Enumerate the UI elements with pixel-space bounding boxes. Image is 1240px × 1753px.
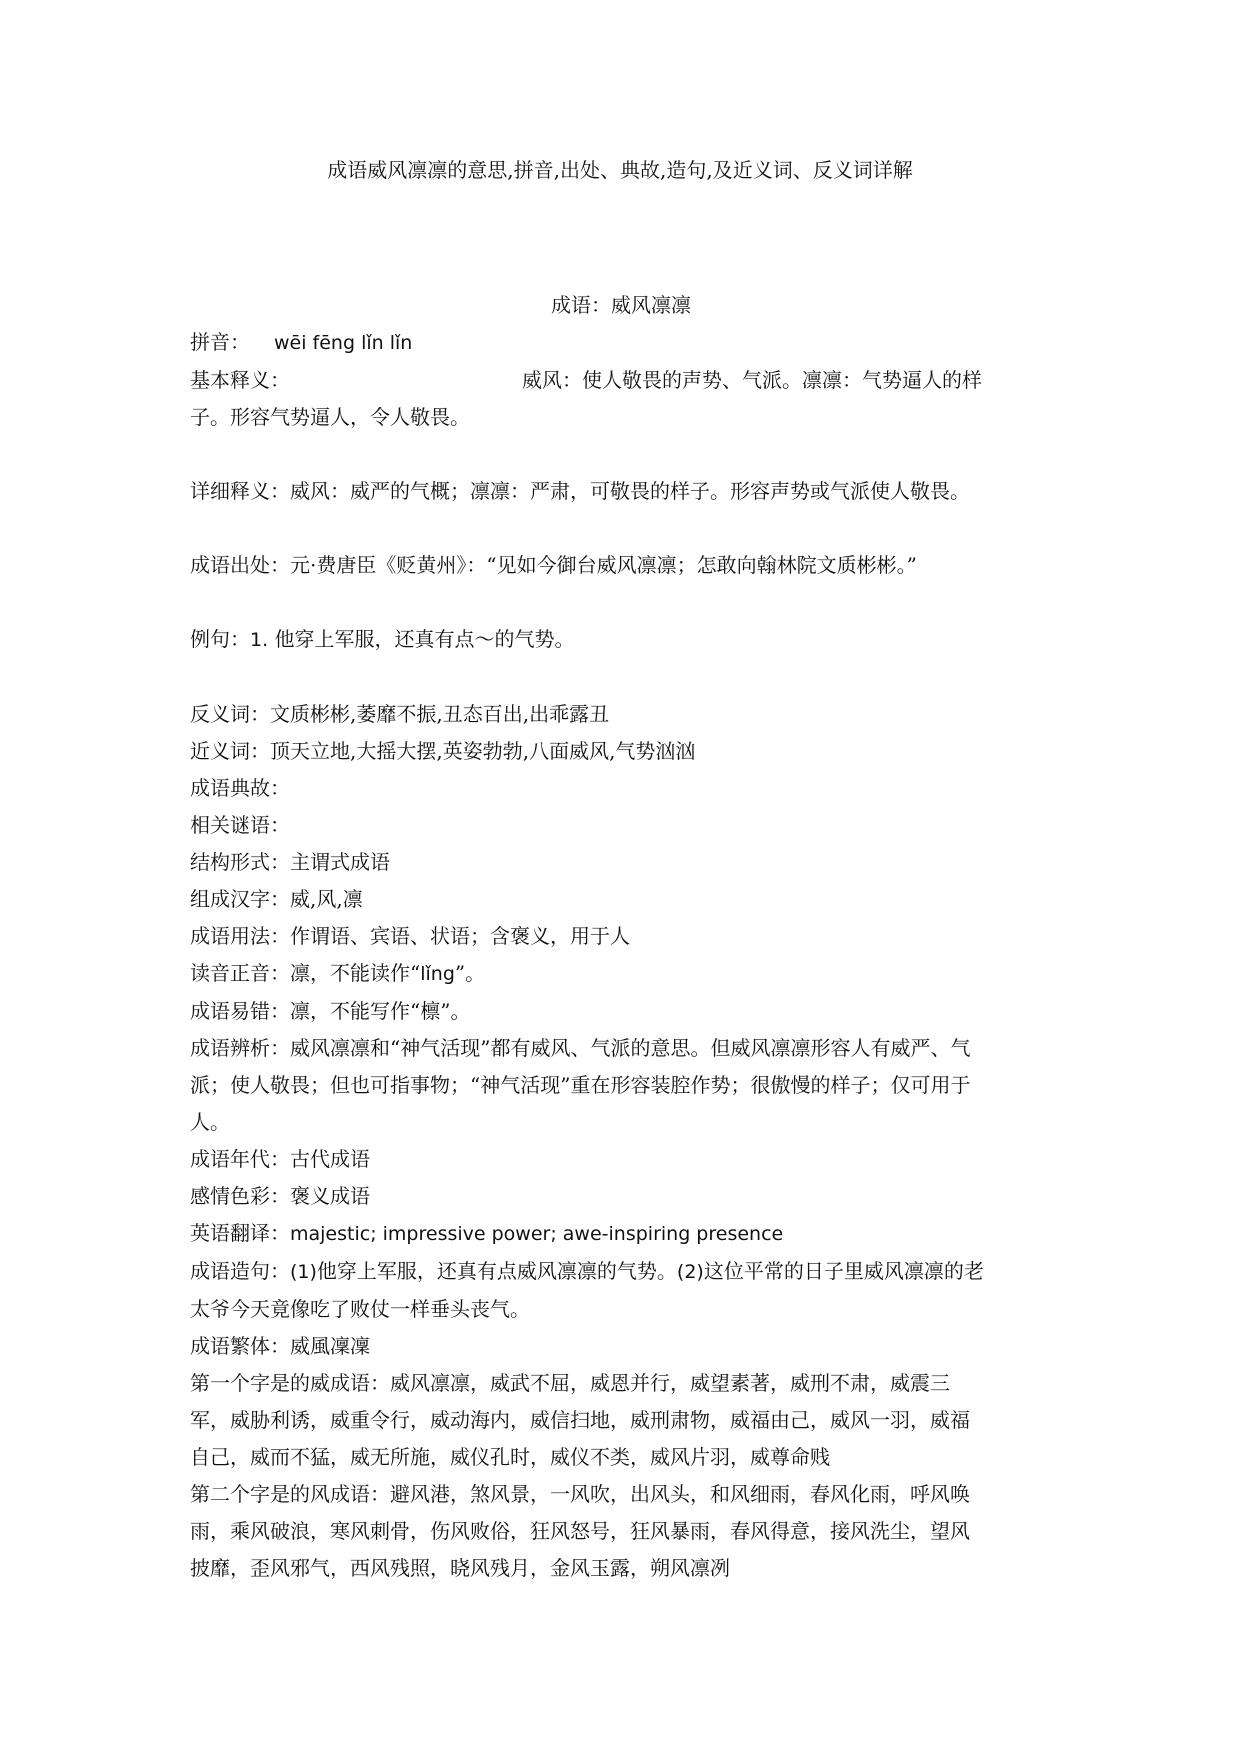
basic-definition-line1 <box>190 362 1052 399</box>
related-riddle: 相关谜语： <box>190 813 290 837</box>
emotional-color: 感情色彩：褒义成语 <box>190 1184 370 1208</box>
basic-definition-label: 基本释义： <box>190 368 290 392</box>
sentences-line2: 太爷今天竟像吃了败仗一样垂头丧气。 <box>190 1297 530 1321</box>
idiom-source: 成语出处：元·费唐臣《贬黄州》：“见如今御台威风凛凛；怎敢向翰林院文质彬彬。” <box>190 553 917 577</box>
first-char-idioms-line3: 自己，威而不猛，威无所施，威仪孔时，威仪不类，威风片羽，威尊命贱 <box>190 1445 830 1469</box>
traditional-form: 成语繁体：威風凜凜 <box>190 1334 370 1358</box>
allusion: 成语典故： <box>190 776 290 800</box>
pronunciation-value: lǐng <box>420 963 455 985</box>
basic-definition-value: 威风：使人敬畏的声势、气派。凛凛：气势逼人的样 <box>522 368 982 392</box>
component-characters: 组成汉字：威,风,凛 <box>190 887 363 911</box>
pinyin-label: 拼音： <box>190 330 250 354</box>
example-sentence <box>190 621 1052 659</box>
spacer <box>190 659 1052 696</box>
spacer <box>190 584 1052 621</box>
synonyms: 近义词：顶天立地,大摇大摆,英姿勃勃,八面威风,气势汹汹 <box>190 739 696 763</box>
first-char-idioms-line1: 第一个字是的威成语：威风凛凛，威武不屈，威恩并行，威望素著，威刑不肃，威震三 <box>190 1371 950 1395</box>
spacer <box>190 510 1052 547</box>
common-mistake: 成语易错：凛，不能写作“檩”。 <box>190 999 471 1023</box>
second-char-idioms-line2: 雨，乘风破浪，寒风刺骨，伤风败俗，狂风怒号，狂风暴雨，春风得意，接风洗尘，望风 <box>190 1519 970 1543</box>
english-label: 英语翻译： <box>190 1221 290 1245</box>
pronunciation-suffix: ”。 <box>454 961 486 985</box>
pinyin-value: wēi fēng lǐn lǐn <box>274 332 413 354</box>
second-char-idioms-line3: 披靡，歪风邪气，西风残照，晓风残月，金风玉露，朔风凛冽 <box>190 1556 730 1580</box>
example-text: 他穿上军服，还真有点～的气势。 <box>274 627 575 651</box>
spacer <box>190 436 1052 473</box>
pronunciation-label: 读音正音：凛，不能读作“ <box>190 961 421 985</box>
sentence-number-1: (1) <box>290 1261 317 1283</box>
sentences-label: 成语造句： <box>190 1259 290 1283</box>
detailed-definition: 详细释义：威风：威严的气概；凛凛：严肃，可敬畏的样子。形容声势或气派使人敬畏。 <box>190 479 970 503</box>
idiom-era: 成语年代：古代成语 <box>190 1147 370 1171</box>
pinyin-line <box>190 324 1052 362</box>
sentences-line1 <box>190 1253 1052 1291</box>
idiom-usage: 成语用法：作谓语、宾语、状语；含褒义，用于人 <box>190 924 630 948</box>
second-char-idioms-line1: 第二个字是的风成语：避风港，煞风景，一风吹，出风头，和风细雨，春风化雨，呼风唤 <box>190 1482 970 1506</box>
document-body <box>190 287 1052 1587</box>
sentence-2: 这位平常的日子里威风凛凛的老 <box>703 1259 984 1283</box>
english-value: majestic; impressive power; awe-inspiring presence <box>290 1223 784 1245</box>
analysis-line3: 人。 <box>190 1110 230 1134</box>
antonyms: 反义词：文质彬彬,萎靡不振,丑态百出,出乖露丑 <box>190 702 610 726</box>
analysis-line1: 成语辨析：威风凛凛和“神气活现”都有威风、气派的意思。但威风凛凛形容人有威严、气 <box>190 1036 971 1060</box>
idiom-heading: 成语：威风凛凛 <box>551 293 691 317</box>
sentence-number-2: (2) <box>676 1261 704 1283</box>
example-number: 1. <box>250 629 269 651</box>
structure-form: 结构形式：主谓式成语 <box>190 850 390 874</box>
analysis-line2: 派；使人敬畏；但也可指事物；“神气活现”重在形容装腔作势；很傲慢的样子；仅可用于 <box>190 1073 971 1097</box>
example-label: 例句： <box>190 627 250 651</box>
document-title: 成语威风凛凛的意思,拼音,出处、典故,造句,及近义词、反义词详解 <box>327 158 913 182</box>
basic-definition-line2: 子。形容气势逼人，令人敬畏。 <box>190 405 470 429</box>
english-translation <box>190 1215 1052 1253</box>
pronunciation-note <box>190 955 1052 993</box>
sentence-1: 他穿上军服，还真有点威风凛凛的气势。 <box>316 1259 677 1283</box>
first-char-idioms-line2: 军，威胁利诱，威重令行，威动海内，威信扫地，威刑肃物，威福由己，威风一羽，威福 <box>190 1408 970 1432</box>
